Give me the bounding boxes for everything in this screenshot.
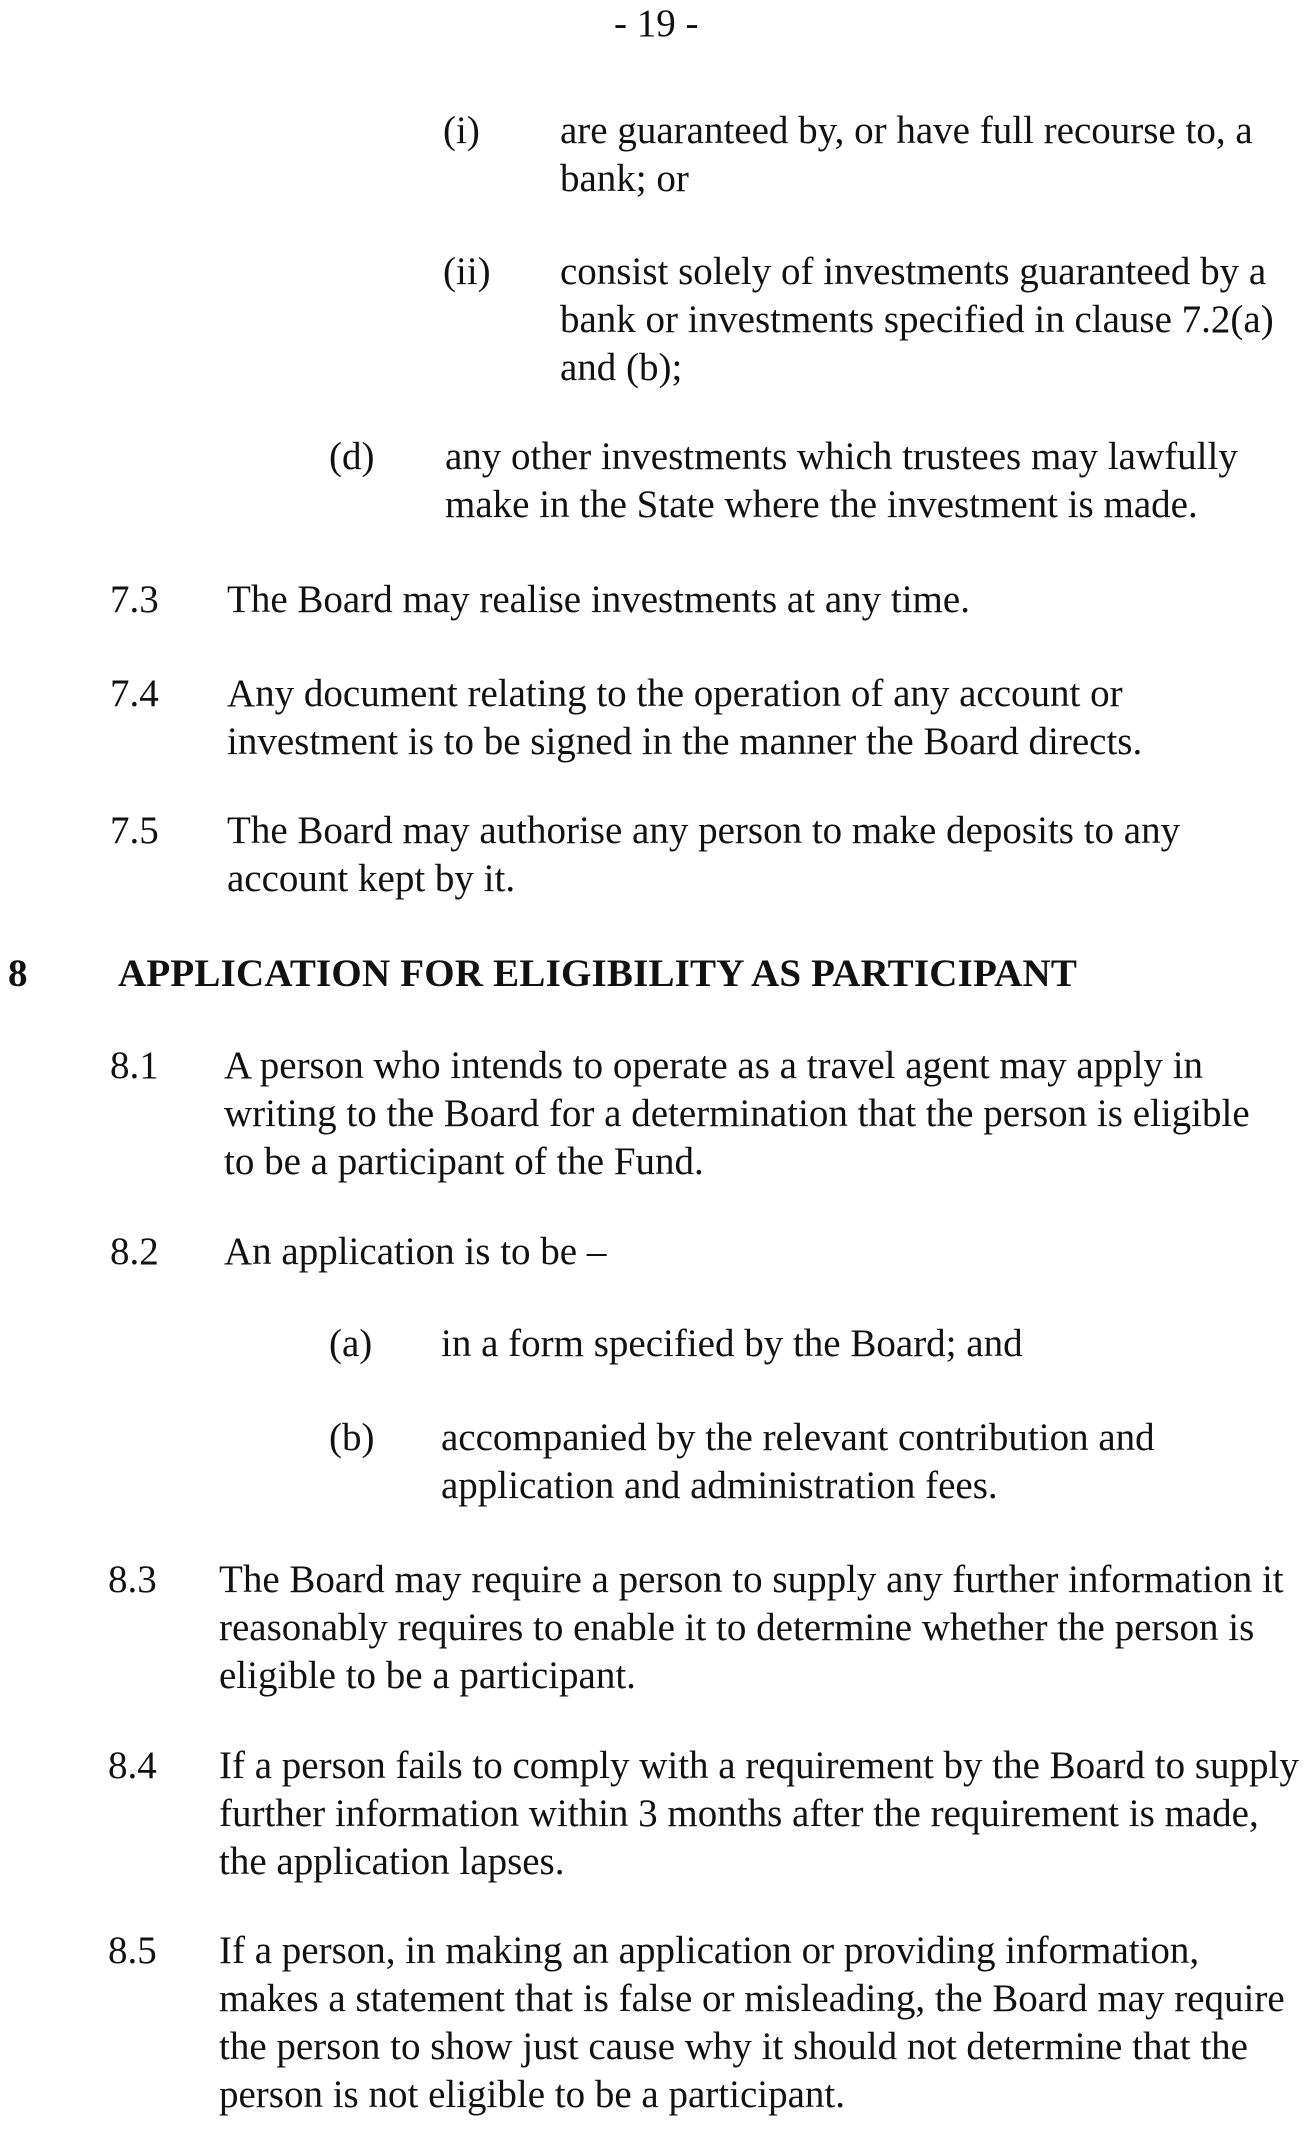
- clause-number-7-3: 7.3: [110, 578, 159, 621]
- clause-text-8-4: If a person fails to comply with a requirement by the Board to supply further information within 3 months after the requirement is made, the application lapses.: [219, 1744, 1299, 1883]
- item-text-8-2-a: in a form specified by the Board; and: [441, 1322, 1023, 1365]
- clause-text-7-4: Any document relating to the operation of any account or investment is to be signed in the manner the Board directs.: [227, 672, 1143, 763]
- item-text-d: any other investments which trustees may lawfully make in the State where the investment is made.: [445, 435, 1238, 526]
- clause-number-8-4: 8.4: [108, 1744, 157, 1787]
- item-label-8-2-a: (a): [329, 1322, 373, 1365]
- clause-text-7-3: The Board may realise investments at any time.: [227, 578, 970, 621]
- item-label-8-2-b: (b): [329, 1416, 375, 1459]
- clause-number-8-3: 8.3: [108, 1558, 157, 1601]
- page-number: - 19 -: [614, 2, 699, 45]
- clause-text-8-2: An application is to be –: [224, 1230, 607, 1273]
- section-number-8: 8: [8, 952, 28, 995]
- item-text-c-ii: consist solely of investments guaranteed by a bank or investments specified in clause 7.2(a) and (b);: [560, 250, 1274, 389]
- clause-text-7-5: The Board may authorise any person to make deposits to any account kept by it.: [227, 809, 1181, 900]
- clause-number-8-2: 8.2: [110, 1230, 159, 1273]
- clause-text-8-5: If a person, in making an application or providing information, makes a statement that is false or misleading, the Board may require the person to show just cause why it should not determine that the person is not eligible to be a participant.: [219, 1929, 1285, 2116]
- clause-number-7-4: 7.4: [110, 672, 159, 715]
- item-text-c-i: are guaranteed by, or have full recourse to, a bank; or: [560, 109, 1253, 200]
- clause-number-7-5: 7.5: [110, 809, 159, 852]
- item-text-8-2-b: accompanied by the relevant contribution and application and administration fees.: [441, 1416, 1155, 1507]
- item-label-d: (d): [329, 435, 375, 478]
- clause-number-8-1: 8.1: [110, 1044, 159, 1087]
- clause-number-8-5: 8.5: [108, 1929, 157, 1972]
- clause-text-8-1: A person who intends to operate as a travel agent may apply in writing to the Board for a determination that the person is eligible to be a participant of the Fund.: [224, 1044, 1250, 1183]
- item-label-c-i: (i): [443, 109, 480, 152]
- section-heading-8: APPLICATION FOR ELIGIBILITY AS PARTICIPANT: [118, 952, 1078, 995]
- clause-text-8-3: The Board may require a person to supply any further information it reasonably requires to enable it to determine whether the person is eligible to be a participant.: [219, 1558, 1284, 1697]
- item-label-c-ii: (ii): [443, 250, 491, 293]
